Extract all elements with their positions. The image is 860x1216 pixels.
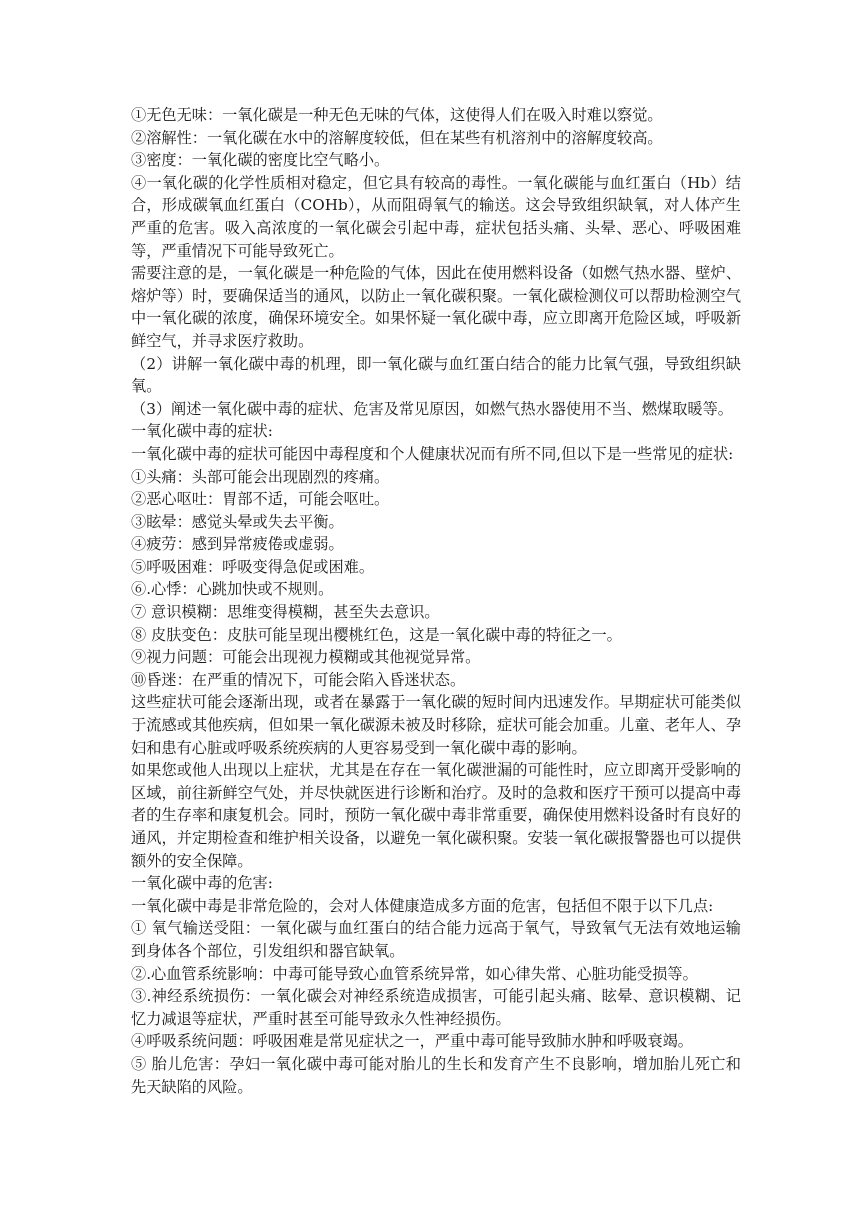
paragraph: 这些症状可能会逐渐出现，或者在暴露于一氧化碳的短时间内迅速发作。早期症状可能类似于流感或其他疾病，但如果一氧化碳源未被及时移除，症状可能会加重。儿童、老年人、孕妇和患有心脏或呼吸系统疾病的人更容易受到一氧化碳中毒的影响。: [131, 693, 741, 757]
list-item: ③眩晕：感觉头晕或失去平衡。: [131, 512, 344, 531]
paragraph: 一氧化碳中毒的症状可能因中毒程度和个人健康状况而有所不同,但以下是一些常见的症状:: [131, 444, 734, 463]
paragraph: 如果您或他人出现以上症状，尤其是在存在一氧化碳泄漏的可能性时，应立即离开受影响的区域，前往新鲜空气处，并尽快就医进行诊断和治疗。及时的急救和医疗干预可以提高中毒者的生存率和康复机会。同时，预防一氧化碳中毒非常重要，确保使用燃料设备时有良好的通风，并定期检查和维护相关设备，以避免一氧化碳积聚。安装一氧化碳报警器也可以提供额外的安全保障。: [131, 761, 741, 870]
paragraph: （2）讲解一氧化碳中毒的机理，即一氧化碳与血红蛋白结合的能力比氧气强，导致组织缺氧。: [131, 354, 741, 396]
list-item: ⑦ 意识模糊：思维变得模糊，甚至失去意识。: [131, 603, 440, 622]
list-item: ③.神经系统损伤：一氧化碳会对神经系统造成损害，可能引起头痛、眩晕、意识模糊、记忆力减退等症状，严重时甚至可能导致永久性神经损伤。: [131, 987, 741, 1028]
list-item: ⑧ 皮肤变色：皮肤可能呈现出樱桃红色，这是一氧化碳中毒的特征之一。: [131, 625, 622, 644]
paragraph: 需要注意的是，一氧化碳是一种危险的气体，因此在使用燃料设备（如燃气热水器、壁炉、熔炉等）时，要确保适当的通风，以防止一氧化碳积聚。一氧化碳检测仪可以帮助检测空气中一氧化碳的浓度，确保环境安全。如果怀疑一氧化碳中毒，应立即离开危险区域，呼吸新鲜空气，并寻求医疗救助。: [131, 264, 741, 350]
list-item: ②恶心呕吐：胃部不适，可能会呕吐。: [131, 490, 390, 509]
list-item: ⑨视力问题：可能会出现视力模糊或其他视觉异常。: [131, 648, 481, 667]
paragraph: 一氧化碳中毒是非常危险的，会对人体健康造成多方面的危害，包括但不限于以下几点:: [131, 896, 714, 915]
paragraph: ③密度：一氧化碳的密度比空气略小。: [131, 151, 390, 170]
list-item: ① 氧气输送受阻：一氧化碳与血红蛋白的结合能力远高于氧气，导致氧气无法有效地运输到身体各个部位，引发组织和器官缺氧。: [131, 919, 741, 960]
section-heading: 一氧化碳中毒的症状:: [131, 422, 273, 441]
list-item: ⑥.心悸：心跳加快或不规则。: [131, 580, 334, 599]
list-item: ④呼吸系统问题：呼吸困难是常见症状之一，严重中毒可能导致肺水肿和呼吸衰竭。: [131, 1032, 693, 1051]
document-body: [131, 104, 741, 1098]
list-item: ①头痛：头部可能会出现剧烈的疼痛。: [131, 467, 390, 486]
paragraph: ②溶解性：一氧化碳在水中的溶解度较低，但在某些有机溶剂中的溶解度较高。: [131, 128, 663, 147]
list-item: ④疲劳：感到异常疲倦或虚弱。: [131, 535, 344, 554]
list-item: ⑩昏迷：在严重的情况下，可能会陷入昏迷状态。: [131, 670, 466, 689]
list-item: ⑤ 胎儿危害：孕妇一氧化碳中毒可能对胎儿的生长和发育产生不良影响，增加胎儿死亡和先天缺陷的风险。: [131, 1054, 741, 1096]
paragraph: ①无色无味：一氧化碳是一种无色无味的气体，这使得人们在吸入时难以察觉。: [131, 106, 663, 124]
list-item: ②.心血管系统影响：中毒可能导致心血管系统异常，如心律失常、心脏功能受损等。: [131, 964, 698, 983]
paragraph: ④一氧化碳的化学性质相对稳定，但它具有较高的毒性。一氧化碳能与血红蛋白（Hb）结合，形成碳氧血红蛋白（COHb），从而阻碍氧气的输送。这会导致组织缺氧，对人体产生严重的危害。吸入高浓度的一氧化碳会引起中毒，症状包括头痛、头晕、恶心、呼吸困难等，严重情况下可能导致死亡。: [131, 173, 741, 260]
paragraph: （3）阐述一氧化碳中毒的症状、危害及常见原因，如燃气热水器使用不当、燃煤取暖等。: [131, 399, 733, 418]
list-item: ⑤呼吸困难：呼吸变得急促或困难。: [131, 557, 374, 576]
section-heading: 一氧化碳中毒的危害:: [131, 874, 273, 893]
